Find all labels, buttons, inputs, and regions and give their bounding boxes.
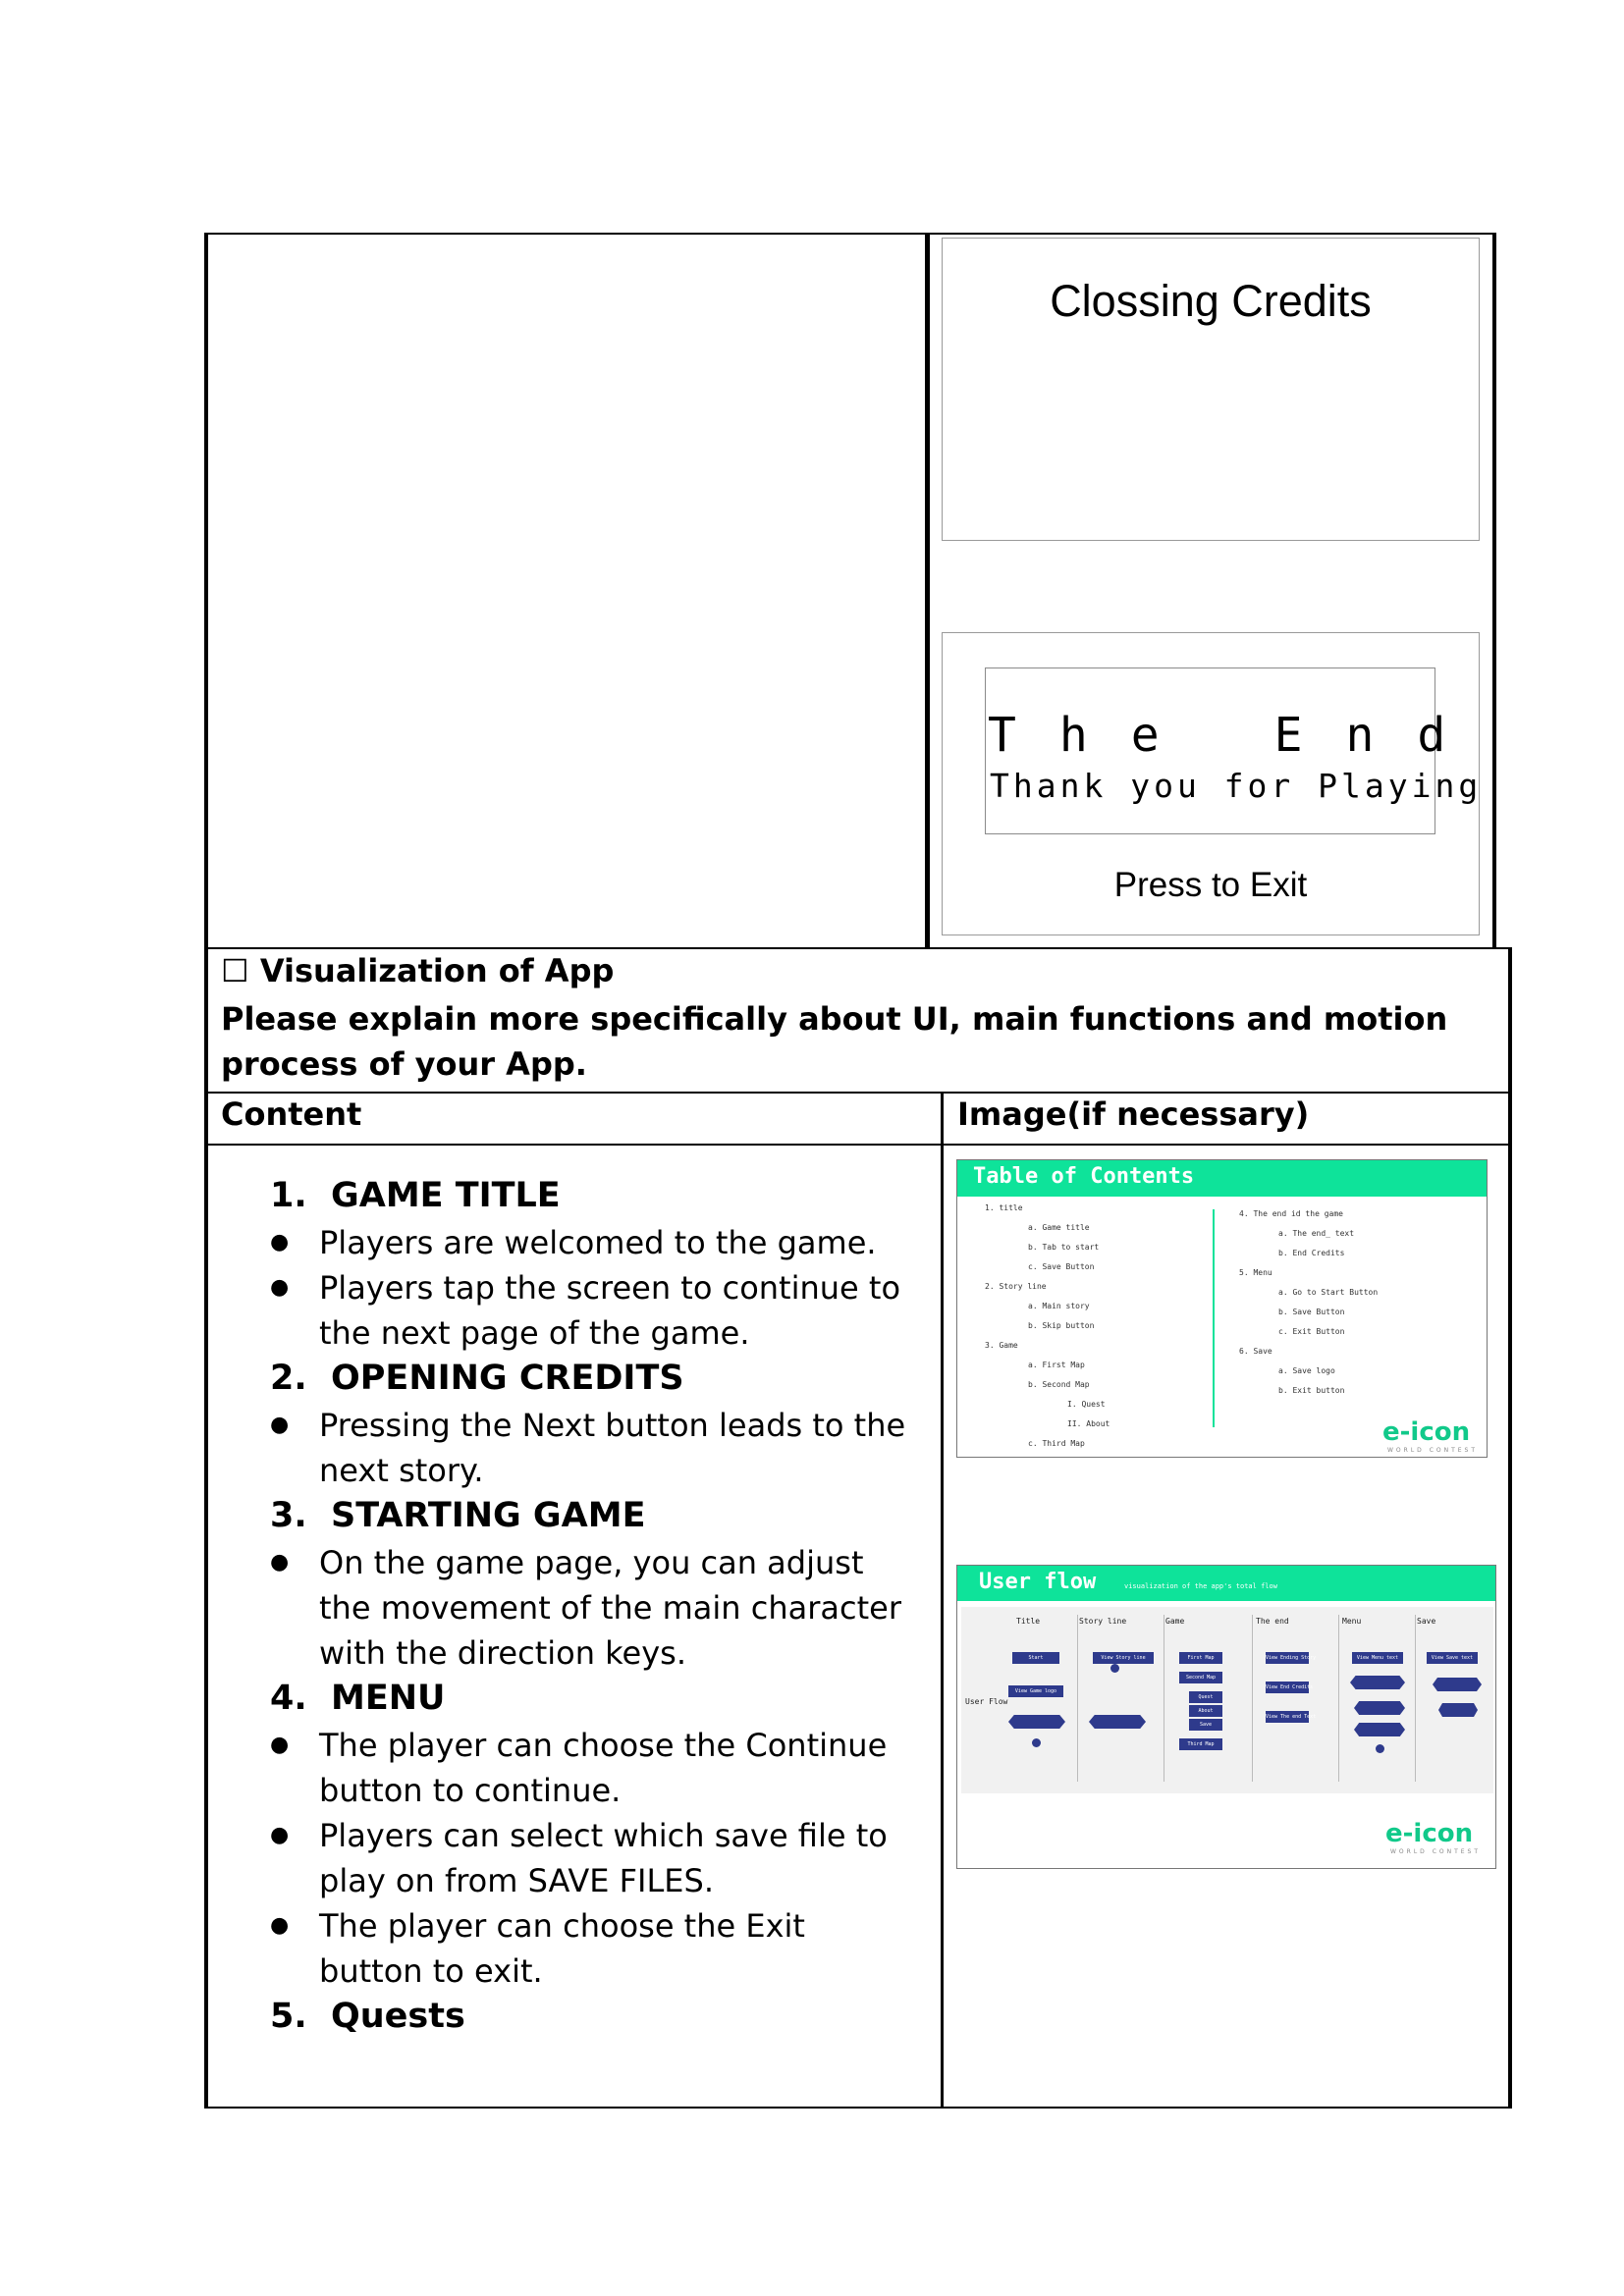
heading-number: 2.: [270, 1359, 307, 1398]
content-heading: [270, 1676, 918, 1723]
bullet-item: [270, 1403, 918, 1493]
toc-entry: a. First Map: [1028, 1361, 1085, 1369]
heading-number: 5.: [270, 1997, 307, 2036]
the-end-slide: [942, 632, 1489, 935]
bullet-item: [270, 1903, 918, 1994]
bullet-icon: ●: [270, 1413, 290, 1437]
userflow-side-label: User Flow: [965, 1697, 1008, 1706]
toc-entry: I. Quest: [1067, 1400, 1106, 1409]
toc-entry: a. The end_ text: [1278, 1229, 1355, 1238]
userflow-box: Start: [1012, 1652, 1059, 1664]
content-heading: [270, 1173, 918, 1220]
bullet-icon: ●: [270, 1275, 290, 1300]
userflow-column-label: Menu: [1342, 1617, 1362, 1626]
toc-entry: b. Skip button: [1028, 1321, 1095, 1330]
the-end-title: The End: [988, 708, 1489, 763]
toc-entry: c. Save Button: [1028, 1262, 1095, 1271]
section-title: [221, 952, 614, 989]
bullet-text: The player can choose the Continue button to continue.: [319, 1727, 888, 1809]
heading-text: STARTING GAME: [331, 1496, 646, 1535]
userflow-node: [1376, 1744, 1384, 1753]
bullet-item: [270, 1540, 918, 1676]
bullet-text: Pressing the Next button leads to the next story.: [319, 1407, 906, 1489]
userflow-box: View The end Text: [1266, 1711, 1309, 1723]
bullet-icon: ●: [270, 1550, 290, 1575]
heading-number: 1.: [270, 1176, 307, 1215]
userflow-diagram: [961, 1607, 1493, 1793]
userflow-decision: [1089, 1715, 1146, 1729]
userflow-box: View Game logo: [1008, 1685, 1063, 1697]
userflow-column-label: Title: [1016, 1617, 1041, 1626]
column-divider: [925, 233, 930, 947]
toc-title: Table of Contents: [973, 1164, 1195, 1189]
section-instruction: Please explain more specifically about UI, main functions and motion process of your App.: [221, 1000, 1448, 1083]
image-column-header: Image(if necessary): [957, 1095, 1310, 1133]
content-column-header: Content: [221, 1095, 362, 1133]
toc-entry: 6. Save: [1239, 1347, 1272, 1356]
closing-credits-slide: [942, 238, 1480, 541]
userflow-title: User flow: [979, 1570, 1097, 1594]
bullet-text: Players are welcomed to the game.: [319, 1224, 877, 1261]
logo-subtext: WORLD CONTEST: [1387, 1447, 1479, 1454]
userflow-box: Quest: [1189, 1691, 1222, 1703]
toc-entry: c. Third Map: [1028, 1439, 1085, 1448]
row-divider: [206, 1092, 1510, 1094]
the-end-box: [985, 667, 1489, 834]
heading-text: GAME TITLE: [331, 1176, 561, 1215]
userflow-column-label: The end: [1256, 1617, 1289, 1626]
checkbox-icon: ☐: [221, 952, 249, 989]
toc-entry: 5. Menu: [1239, 1268, 1272, 1277]
userflow-column-label: Save: [1417, 1617, 1436, 1626]
content-list: [270, 1173, 918, 2041]
userflow-decision: [1350, 1676, 1405, 1689]
userflow-lane-divider: [1252, 1615, 1253, 1782]
userflow-node: [1110, 1664, 1119, 1673]
press-to-exit-text: Press to Exit: [1113, 866, 1308, 904]
bullet-item: [270, 1723, 918, 1813]
toc-entry: 3. Game: [985, 1341, 1018, 1350]
heading-text: Quests: [331, 1997, 465, 2036]
eicon-logo: e-icon: [1385, 1819, 1474, 1848]
section-title-text: Visualization of App: [259, 952, 615, 989]
eicon-logo: e-icon: [1382, 1417, 1471, 1447]
userflow-box: View Save text: [1427, 1652, 1478, 1664]
logo-subtext: WORLD CONTEST: [1390, 1848, 1482, 1855]
thank-you-text: Thank you for Playing: [990, 767, 1483, 805]
userflow-decision: [1354, 1701, 1405, 1715]
userflow-box: Save: [1189, 1719, 1222, 1731]
toc-entry: 1. title: [985, 1203, 1023, 1212]
userflow-box: Third Map: [1179, 1738, 1222, 1750]
heading-text: MENU: [331, 1679, 446, 1718]
bullet-text: On the game page, you can adjust the movement of the main character with the direction keys.: [319, 1544, 901, 1672]
userflow-lane-divider: [1338, 1615, 1339, 1782]
userflow-column-label: Game: [1165, 1617, 1185, 1626]
userflow-decision: [1433, 1678, 1482, 1691]
toc-entry: a. Go to Start Button: [1278, 1288, 1379, 1297]
column-divider: [941, 1092, 944, 2109]
table-of-contents-image: [956, 1159, 1488, 1458]
userflow-decision: [1008, 1715, 1065, 1729]
toc-entry: b. Exit button: [1278, 1386, 1345, 1395]
userflow-box: View Story line: [1093, 1652, 1154, 1664]
user-flow-image: [956, 1565, 1496, 1869]
toc-entry: b. End Credits: [1278, 1249, 1345, 1257]
userflow-box: First Map: [1179, 1652, 1222, 1664]
toc-entry: b. Save Button: [1278, 1308, 1345, 1316]
userflow-decision: [1354, 1723, 1405, 1736]
userflow-decision: [1438, 1703, 1478, 1717]
userflow-lane-divider: [1077, 1615, 1078, 1782]
toc-entry: a. Game title: [1028, 1223, 1090, 1232]
userflow-box: View Menu text: [1352, 1652, 1403, 1664]
toc-entry: b. Second Map: [1028, 1380, 1090, 1389]
userflow-subtitle: visualization of the app's total flow: [1124, 1582, 1277, 1590]
bullet-item: [270, 1813, 918, 1903]
toc-entry: II. About: [1067, 1419, 1110, 1428]
content-heading: [270, 1356, 918, 1403]
userflow-node: [1032, 1738, 1041, 1747]
heading-number: 3.: [270, 1496, 307, 1535]
bullet-icon: ●: [270, 1913, 290, 1938]
userflow-column-label: Story line: [1079, 1617, 1127, 1626]
userflow-box: View Ending Story: [1266, 1652, 1309, 1664]
toc-entry: b. Tab to start: [1028, 1243, 1100, 1252]
bullet-text: The player can choose the Exit button to exit.: [319, 1907, 805, 1990]
heading-number: 4.: [270, 1679, 307, 1718]
toc-entry: a. Main story: [1028, 1302, 1090, 1310]
userflow-lane-divider: [1415, 1615, 1416, 1782]
bullet-item: [270, 1220, 918, 1265]
toc-divider: [1213, 1209, 1215, 1427]
bullet-item: [270, 1265, 918, 1356]
toc-entry: 2. Story line: [985, 1282, 1047, 1291]
userflow-header: [957, 1566, 1495, 1601]
bullet-icon: ●: [270, 1823, 290, 1847]
bullet-icon: ●: [270, 1230, 290, 1255]
bullet-text: Players tap the screen to continue to the next page of the game.: [319, 1269, 901, 1352]
toc-header: [957, 1160, 1487, 1197]
row-divider: [206, 1144, 1510, 1146]
bullet-icon: ●: [270, 1733, 290, 1757]
heading-text: OPENING CREDITS: [331, 1359, 684, 1398]
closing-credits-title: Clossing Credits: [1050, 276, 1372, 326]
toc-entry: 4. The end id the game: [1239, 1209, 1343, 1218]
userflow-box: Second Map: [1179, 1672, 1222, 1683]
toc-entry: a. Save logo: [1278, 1366, 1335, 1375]
toc-entry: c. Exit Button: [1278, 1327, 1345, 1336]
bullet-text: Players can select which save file to play on from SAVE FILES.: [319, 1817, 888, 1899]
userflow-box: About: [1189, 1705, 1222, 1717]
userflow-box: View End Credits: [1266, 1682, 1309, 1693]
content-heading: [270, 1493, 918, 1540]
content-heading: [270, 1994, 918, 2041]
